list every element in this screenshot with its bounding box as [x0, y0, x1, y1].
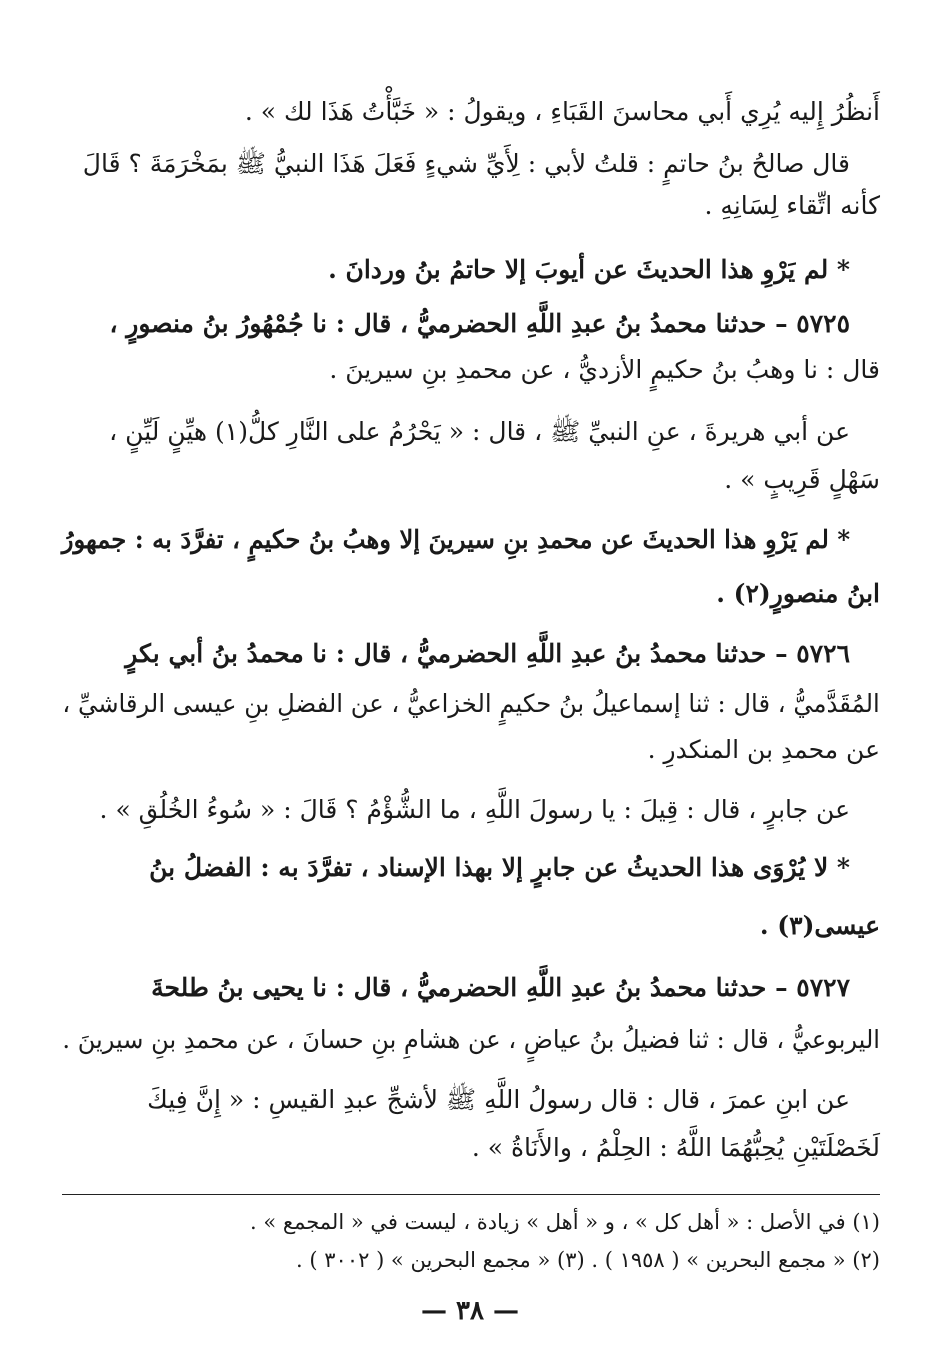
- text-line: قال : نا وهبُ بنُ حكيمٍ الأزديُّ ، عن محمدِ بنِ سيرينَ .: [329, 355, 880, 384]
- hadith-heading-5725: ٥٧٢٥ – حدثنا محمدُ بنُ عبدِ اللَّهِ الحضرميُّ ، قال : نا جُمْهُورُ بنُ منصورٍ ،: [109, 309, 850, 338]
- narration-note: * لا يُرْوَى هذا الحديثُ عن جابرٍ إلا بهذا الإسناد ، تفرَّدَ به : الفضلُ بنُ: [149, 853, 850, 882]
- hadith-heading-5727: ٥٧٢٧ – حدثنا محمدُ بنُ عبدِ اللَّهِ الحضرميُّ ، قال : نا يحيى بنُ طلحةَ: [151, 973, 850, 1002]
- text-line: أَنظُرُ إِليه يُرِي أَبي محاسنَ القَبَاءِ ، ويقولُ : « خَبَّأْتُ هَذَا لك » .: [244, 97, 880, 126]
- text-line: قال صالحُ بنُ حاتمٍ : قلتُ لأبي : لِأَيِّ شيءٍ فَعَلَ هَذَا النبيُّ ﷺ بمَخْرَمَةَ ؟ قَالَ: [82, 149, 850, 178]
- narration-note: * لم يَرْوِ هذا الحديثَ عن أيوبَ إلا حاتمُ بنُ وردانَ .: [328, 255, 850, 284]
- footnote: (١) في الأصل : « أهل كل » ، و « أهل » زيادة ، ليست في « المجمع » .: [250, 1210, 880, 1234]
- narration-note: * لم يَرْوِ هذا الحديثَ عن محمدِ بنِ سيرينَ إلا وهبُ بنُ حكيمٍ ، تفرَّدَ به : جمهورُ: [61, 525, 850, 554]
- hadith-heading-5726: ٥٧٢٦ – حدثنا محمدُ بنُ عبدِ اللَّهِ الحضرميُّ ، قال : نا محمدُ بنُ أبي بكرٍ: [125, 639, 850, 668]
- narration-note: عيسى(٣) .: [759, 911, 880, 940]
- text-line: عن أبي هريرةَ ، عنِ النبيِّ ﷺ ، قال : « يَحْرُمُ على النَّارِ كلُّ(١) هيِّنٍ لَيِّنٍ ،: [109, 417, 850, 446]
- page-number: — ٣٨ —: [420, 1296, 520, 1326]
- narration-note: ابنُ منصورٍ(٢) .: [716, 579, 880, 608]
- text-line: سَهْلٍ قَرِيبٍ » .: [724, 465, 880, 494]
- footnote: (٢) « مجمع البحرين » ( ١٩٥٨ ) . (٣) « مجمع البحرين » ( ٣٠٠٢ ) .: [296, 1248, 880, 1272]
- footnote-divider: [62, 1194, 880, 1195]
- text-line: اليربوعيُّ ، قال : ثنا فضيلُ بنُ عياضٍ ، عن هشامِ بنِ حسانَ ، عن محمدِ بنِ سيرينَ .: [62, 1025, 880, 1054]
- text-line: عن ابنِ عمرَ ، قال : قال رسولُ اللَّهِ ﷺ لأشجِّ عبدِ القيسِ : « إِنَّ فِيكَ: [147, 1085, 850, 1114]
- text-line: عن جابرٍ ، قال : قِيلَ : يا رسولَ اللَّهِ ، ما الشُّؤْمُ ؟ قَالَ : « سُوءُ الخُلُقِ » .: [99, 795, 850, 824]
- text-line: عن محمدِ بن المنكدرِ .: [647, 735, 880, 764]
- text-line: المُقَدَّميُّ ، قال : ثنا إسماعيلُ بنُ حكيمٍ الخزاعيُّ ، عن الفضلِ بنِ عيسى الرقاشيِّ ،: [62, 689, 880, 718]
- text-line: كأنه اتِّقاء لِسَانِهِ .: [704, 191, 880, 220]
- text-line: لَخَصْلَتَيْنِ يُحِبُّهُمَا اللَّهُ : الحِلْمُ ، والأَنَاةُ » .: [471, 1133, 880, 1162]
